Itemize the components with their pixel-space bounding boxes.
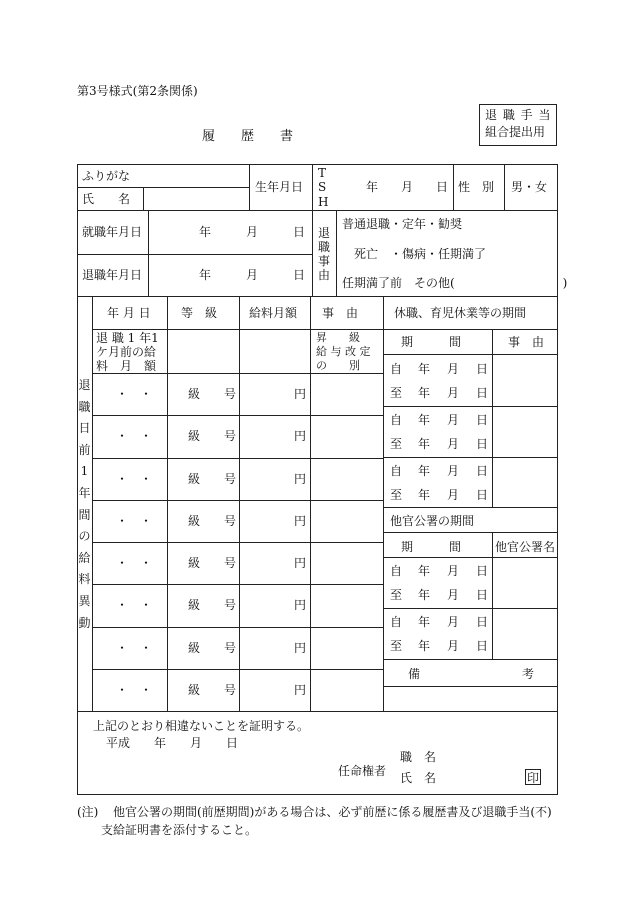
salary-row-yen: 円: [294, 429, 307, 443]
other-office-period-1-from-year: 年: [418, 564, 431, 578]
salary-row-date: ・ ・: [116, 641, 153, 655]
other-office-period-2-to-month: 月: [447, 639, 460, 653]
salary-row-date: ・ ・: [116, 514, 153, 528]
cert-day-unit: 日: [226, 736, 239, 750]
appointing-authority-label: 任命権者: [338, 764, 387, 778]
salary-row-grade: 級 号: [188, 556, 237, 570]
leave-section-title: 休職、育児休業等の期間: [394, 306, 527, 320]
retire-day-unit: 日: [293, 268, 306, 282]
leave-period-2-from-day: 日: [476, 413, 489, 427]
side-label: 退 職 日 前 1 年 間 の 給 料 異 動: [78, 378, 91, 630]
form-number: 第3号様式(第2条関係): [77, 84, 198, 98]
salary-row-grade: 級 号: [188, 598, 237, 612]
other-office-period-1-to-day: 日: [476, 588, 489, 602]
leave-period-2-to-year: 年: [418, 437, 431, 451]
leave-period-1-from-year: 年: [418, 362, 431, 376]
salary-row-grade: 級 号: [188, 387, 237, 401]
first-row-label: 退 職 1 年1 ケ月前の給 料 月 額: [96, 331, 159, 373]
remarks-title-2: 考: [522, 667, 535, 681]
leave-period-3-from: 自: [390, 464, 403, 478]
reason-line-2: 死亡 ・傷病・任期満了: [354, 247, 487, 261]
salary-row-grade: 級 号: [188, 429, 237, 443]
sex-label: 性 別: [458, 180, 495, 194]
salary-row-yen: 円: [294, 472, 307, 486]
other-office-period-1-from-month: 月: [447, 564, 460, 578]
salary-row-grade: 級 号: [188, 514, 237, 528]
salary-row-grade: 級 号: [188, 472, 237, 486]
leave-period-3-from-month: 月: [447, 464, 460, 478]
salary-row-date: ・ ・: [116, 429, 153, 443]
other-office-period-1-from-day: 日: [476, 564, 489, 578]
remarks-title: 備: [408, 667, 421, 681]
note-line-1: 他官公署の期間(前歴期間)がある場合は、必ず前歴に係る履歴書及び退職手当(不): [113, 805, 552, 819]
salary-row-yen: 円: [294, 683, 307, 697]
salary-row-grade: 級 号: [188, 641, 237, 655]
note-line-2: 支給証明書を添付すること。: [101, 823, 258, 837]
cert-year-unit: 年: [154, 736, 167, 750]
note-prefix: (注): [77, 805, 99, 819]
signer-name-label: 氏 名: [400, 771, 437, 785]
hire-date-label: 就職年月日: [82, 225, 143, 239]
seal-mark: 印: [526, 771, 539, 785]
leave-period-1-to: 至: [390, 386, 403, 400]
leave-period-2-from-year: 年: [418, 413, 431, 427]
leave-period-2-to: 至: [390, 437, 403, 451]
other-office-period-1-to: 至: [390, 588, 403, 602]
cert-month-unit: 月: [190, 736, 203, 750]
col-date-header: 年 月 日: [107, 306, 151, 320]
leave-period-3-from-day: 日: [476, 464, 489, 478]
era-s: S: [318, 180, 327, 194]
other-office-period-1-from: 自: [390, 564, 403, 578]
salary-row-yen: 円: [294, 641, 307, 655]
other-office-period-2-from: 自: [390, 615, 403, 629]
leave-period-3-to: 至: [390, 488, 403, 502]
retire-year-unit: 年: [199, 268, 212, 282]
other-office-period-2-from-year: 年: [418, 615, 431, 629]
other-office-period-2-to-year: 年: [418, 639, 431, 653]
reason-line-3: 任期満了前 その他( ): [342, 276, 568, 290]
hire-year-unit: 年: [199, 225, 212, 239]
leave-period-3-from-year: 年: [418, 464, 431, 478]
retirement-reason-label: 退 職 事 由: [317, 226, 330, 282]
name-label: 氏 名: [82, 192, 131, 206]
other-office-period-1-to-year: 年: [418, 588, 431, 602]
salary-row-date: ・ ・: [116, 472, 153, 486]
other-office-col-name: 他官公署名: [495, 540, 556, 554]
salary-row-date: ・ ・: [116, 556, 153, 570]
leave-period-2-to-month: 月: [447, 437, 460, 451]
other-office-col-period: 期 間: [401, 540, 462, 554]
submit-box-line1: 退 職 手 当: [485, 108, 552, 122]
leave-period-3-to-month: 月: [447, 488, 460, 502]
leave-period-2-from: 自: [390, 413, 403, 427]
retire-month-unit: 月: [246, 268, 259, 282]
other-office-period-2-to: 至: [390, 639, 403, 653]
furigana-label: ふりがな: [82, 169, 131, 183]
era-t: T: [318, 166, 327, 180]
reason-kinds: 昇 級 給 与 改 定 の 別: [316, 331, 371, 372]
leave-period-3-to-year: 年: [418, 488, 431, 502]
birth-date-label: 生年月日: [255, 180, 304, 194]
cert-era: 平成: [106, 736, 131, 750]
retire-date-label: 退職年月日: [82, 268, 143, 282]
leave-period-1-from-day: 日: [476, 362, 489, 376]
other-office-period-2-to-day: 日: [476, 639, 489, 653]
leave-period-1-to-year: 年: [418, 386, 431, 400]
submit-box-line2: 組合提出用: [485, 125, 546, 139]
hire-day-unit: 日: [293, 225, 306, 239]
certification-statement: 上記のとおり相違ないことを証明する。: [93, 719, 310, 733]
salary-row-date: ・ ・: [116, 387, 153, 401]
era-h: H: [318, 195, 329, 209]
leave-period-1-from: 自: [390, 362, 403, 376]
birth-day-unit: 日: [436, 180, 449, 194]
salary-row-yen: 円: [294, 387, 307, 401]
leave-period-2-from-month: 月: [447, 413, 460, 427]
salary-row-date: ・ ・: [116, 683, 153, 697]
leave-period-3-to-day: 日: [476, 488, 489, 502]
other-office-period-2-from-month: 月: [447, 615, 460, 629]
salary-row-yen: 円: [294, 598, 307, 612]
other-office-period-2-from-day: 日: [476, 615, 489, 629]
reason-line-1: 普通退職・定年・勧奨: [342, 217, 463, 231]
salary-row-grade: 級 号: [188, 683, 237, 697]
birth-month-unit: 月: [401, 180, 414, 194]
col-monthly-header: 給料月額: [249, 306, 298, 320]
other-office-title: 他官公署の期間: [390, 514, 475, 528]
other-office-period-1-to-month: 月: [447, 588, 460, 602]
salary-row-yen: 円: [294, 556, 307, 570]
hire-month-unit: 月: [246, 225, 259, 239]
leave-period-1-to-day: 日: [476, 386, 489, 400]
salary-row-date: ・ ・: [116, 598, 153, 612]
sex-options: 男・女: [511, 180, 548, 194]
leave-col-period: 期 間: [401, 335, 462, 349]
birth-year-unit: 年: [366, 180, 379, 194]
document-title: 履 歴 書: [202, 129, 294, 144]
leave-period-1-to-month: 月: [447, 386, 460, 400]
leave-period-2-to-day: 日: [476, 437, 489, 451]
salary-row-yen: 円: [294, 514, 307, 528]
position-label: 職 名: [400, 750, 437, 764]
leave-period-1-from-month: 月: [447, 362, 460, 376]
leave-col-reason: 事 由: [508, 335, 545, 349]
col-reason-header: 事 由: [322, 306, 359, 320]
col-grade-header: 等 級: [181, 306, 218, 320]
